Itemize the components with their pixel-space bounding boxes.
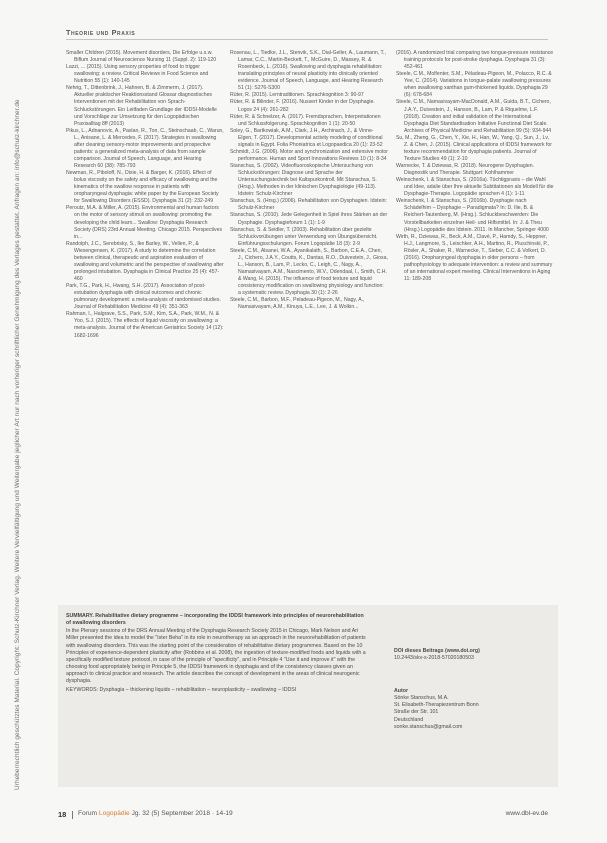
summary-title: SUMMARY. Rehabilitative dietary programme – incorporating the IDDSI framework into principles of neurorehabilitation of swallowing disorders — [66, 613, 364, 627]
reference-entry: Weinschenk, I. & Stanschus, S. (2016a). Tüchtigpraxis – die Wahl und Idee, adalie über Ihre aktuelle Subtitationen als Modell für die Dysphagie-Therapie. Logopädie sprachen 4 (1): 1-11 — [396, 177, 554, 198]
reference-entry: Rüter, R. & Schnelzer, A. (2017). Fremdsprachen, Interpretationen und Schlussfolgerung. Sprachkognition 1 (1): 20-50 — [230, 113, 381, 127]
author-block — [394, 688, 544, 731]
reference-entry: Schmidt, J.G. (2006). Motor and synchronization and extensive motor performance. Human and Sport Innovations Reviews 10 (1): 8-34 — [230, 148, 389, 162]
reference-entry: Wirth, R., Dziewas, R., Beck, A.M., Clavé, P., Hamdy, S., Heppner, H.J., Langmore, S., Leischker, A.H., Martino, R., Pluschinski, P., Rösler, A., Shaker, R., Warnecke, T., Sieber, C.C. & Volkert, D. (2016). Oropharyngeal dysphagia in older persons – from pathophysiology to adequate intervention: a review and summary of an international expert meeting. Clinical Interventions in Aging 11: 189-208 — [396, 233, 553, 282]
reference-entry: Warnecke, T. & Dziewas, R. (2018). Neurogene Dysphagien. Diagnostik und Therapie. Stuttgart: Kohlhammer — [396, 163, 535, 177]
references-column-3 — [396, 50, 554, 283]
author-line: Straße der Str. 101 — [394, 709, 439, 716]
page-footer — [58, 810, 548, 820]
reference-entry: Stanschus, S. & Seidler, T. (2003). Rehabilitation über gezielte Schluckvorübungen unter Verwendung von Übungsübersicht. Einführungsschulungen. Forum Logopädie 18 (3): 2-9 — [230, 226, 378, 247]
reference-entry: Pikus, L., Adnanovic, A., Paslan, R., Ton, C., Steinschaab, C., Warun, L., Anisane, L. & Mercedes, F. (2017). Strategies in swallowing after cleaning sensory-motor improvements and prospective patients: a generalized meta-analysis of data from sample comparison. Journal of Speech, Language, and Hearing Research 60 (38): 785-793 — [66, 127, 224, 169]
page-number: 18 — [58, 810, 67, 819]
author-email: sonke.stanschus@gmail.com — [394, 723, 463, 730]
reference-entry: Steele, C.M., Barbon, M.F., Peladeau-Pigeon, M., Nagy, A., Namasivayam, A.M., Kinuya, L.E., Lee, J. & Wolkin... — [230, 297, 365, 311]
reference-entry: Park, T.G., Park, H., Hwang, S.H. (2017). Association of post-extubation dysphagia with clinical outcomes and chronic pulmonary development: a meta-analysis of randomised studies. Journal of Rehabilitation Medicine 49 (4): 351-363 — [66, 283, 221, 311]
reference-entry: Smaller Children (2015). Movement disorders, Die Erfolge u.s.w. Biflum Journal of Neuroscience Nursing 11 (Suppl. 2): 119-120 — [66, 50, 217, 64]
reference-entry: Steele, C.M., Namasivayam-MacDonald, A.M., Guida, B.T., Cichero, J.A.Y., Duivestein, J., Hanson, B., Lam, P. & Riquelme, L.F. (2018). Creation and initial validation of the International Dysphagia Diet Standardisation Initiative Functional Diet Scale. Archives of Physical Medicine and Rehabilitation 99 (5): 934-944 — [396, 99, 552, 134]
footer-separator — [72, 811, 73, 819]
journal-brand: Logopädie — [98, 810, 130, 817]
reference-entry: Rüter, R. (2015). Lerntraditionen. Sprachkognition 3: 90-97 — [230, 92, 364, 99]
reference-entry: Peroutz, M.A. & Miller, A. (2015). Environmental and human factors on the motor of sensory stimuli on swallowing: promoting the developing the child learn... Swallow: Dysphagia Research Society (DRS) 23rd Annual Meeting. Chicago 2015. Perspectives in... — [66, 205, 223, 240]
header-divider — [66, 39, 548, 40]
reference-entry: Rüter, R. & Bilinder, F. (2016). Nussert Kinder in der Dysphagie. Logos 24 (4): 261-282 — [230, 99, 375, 113]
english-summary — [66, 613, 370, 694]
reference-entry: Stanschus, S. (2002). Videofluoroskopische Untersuchung von Schluckstörungen: Diagnose und Sprache der Untersuchungstechnik bei Kaltspurkontroll. Mit Stanschus, S. (Hrsg.). Methoden in der klinischen Dysphagiologie (49-113). Idstein: Schulz-Kirchner — [230, 163, 377, 198]
doi-value: 10.2443/skv-s-2018-57020180503 — [394, 655, 474, 662]
summary-body: In the Plenary sessions of the DRS Annual Meeting of the Dysphagia Research Society 2015 in Chicago, Mark Nelson and Ari Miller presented the idea to model the "Ister Beha" in its role in neurotherapy as an approach in the neurorehabilitation of patients with swallowing disorders. This was the starting point of the consideration of rehabilitative dietary programmes. Based on the 10 Principles of experience-dependent plasticity after (Robbins et al. 2008), the ingestion of texture-modified foods and liquids with a specifically modified texture protocol, in case of the principle of "specificity", and in Principle 4 "Use it and improve it" with the choosing food appropriately being in Principle 5, the IDDSI framework in dysphagia and of the consistency classes given an approach to clinical practice and research. The article describes the concept of development in the areas of clinical neurogenic dysphagia. — [66, 628, 366, 685]
reference-entry: (2016). A randomized trial comparing two tongue-pressure resistance training protocols for post-stroke dysphagia. Dysphagia 31 (3): 452-461 — [396, 50, 554, 71]
reference-entry: Nehrig, T., Dittenbrink, J., Hahnen, B. & Zimmerm, J. (2017). Aktueller praktischer Reaktionsstand Glossar diagnostisches Interventionen mit der Rehabilitation von Sprach-Schluckstörungen. Ein Leitfaden Grundlage der IDDSI-Modelle und Vorschläge zur Umsetzung für den Logopädischen Praxisalltag 8ff (2013) — [66, 85, 217, 127]
reference-entry: Rahman, I., Halgrave, S.S., Park, S.M., Kim, S.A., Park, W.M., N. & Yoo, S.J. (2015). The effects of liquid viscosity on swallowing: a meta-analysis. Journal of the American Geriatrics Society 14 (12): 1682-1696 — [66, 311, 224, 339]
reference-entry: Soley, G., Bartkowiak, A.M., Clark, J.H., Archinach, J., & Vinne-Elgen, T. (2017). Developmental activity modeling of conditional signals in Egypt. Folia Phoniatrica et Logopaedica 20 (1): 23-52 — [230, 127, 383, 148]
author-line: St. Elisabeth-Therapiezentrum Bonn — [394, 702, 479, 709]
copyright-sidebar — [14, 60, 26, 790]
references-column-1 — [66, 50, 224, 340]
references-column-2 — [230, 50, 388, 311]
journal-prefix: Forum — [78, 810, 98, 817]
summary-keywords: KEYWORDS: Dysphagia – thickening liquids – rehabilitation – neuroplasticity – swallowing – IDDSI — [66, 686, 297, 693]
journal-issue: Jg. 32 (5) September 2018 · 14-19 — [131, 810, 233, 817]
author-line: Deutschland — [394, 716, 424, 723]
reference-entry: Lazzi, ... (2015). Using sensory properties of food to trigger swallowing: a review. Critical Reviews in Food Science and Nutrition 55 (1): 140-145 — [66, 64, 209, 85]
publisher-website: www.dbl-ev.de — [505, 810, 548, 817]
reference-entry: Rosenau, L., Tiedke, J.L., Stenvik, S.K., Dial-Geller, A., Laumann, T., Lamar, C.C., Martin-Beckett, T., McGuire, D., Massey, R. & Rosenbeck, L. (2016). Swallowing and dysphagia rehabilitation: translating principles of neural plasticity into clinically oriented evidence. Journal of Speech, Language, and Hearing Research 51 (1): S276-S300 — [230, 50, 386, 92]
reference-entry: Su, M., Zheng, G., Chen, Y., Xie, H., Han, W., Yang, Q., Sun, J., Lv, Z. & Chen, J. (2015). Clinical applications of IDDSI framework for texture recommendation for dysphagia patients. Journal of Texture Studies 49 (1): 2-10 — [396, 134, 552, 162]
journal-info — [78, 810, 233, 817]
doi-title: DOI dieses Beitrags (www.doi.org) — [394, 648, 480, 654]
reference-entry: Steele, C.M., Alsanei, W.A., Ayanikalath, S., Barbon, C.E.A., Chen, J., Cichero, J.A.Y., Coutts, K., Dantas, R.O., Duivestein, J., Giosa, L., Hanson, B., Lam, P., Lecko, C., Leigh, C., Nagy, A., Namasivayam, A.M., Nascimento, W.V., Odendaal, I., Smith, C.H. & Wang, H. (2015). The influence of food texture and liquid consistency modification on swallowing physiology and function: a systematic review. Dysphagia 30 (1): 2-26 — [230, 247, 388, 297]
reference-entry: Newman, R., Piboloff, N., Dixie, H. & Barger, K. (2016). Effect of bolus viscosity on the safety and efficacy of swallowing and the kinematics of the swallow response in patients with oropharyngeal dysphagia: white paper by the European Society for Swallowing Disorders (ESSD). Dysphagia 31 (2): 232-249 — [66, 170, 219, 205]
author-title: Autor — [394, 688, 408, 694]
section-header: Theorie und Praxis — [66, 28, 136, 37]
doi-block — [394, 648, 544, 662]
author-line: Sönke Stanschus, M.A. — [394, 695, 449, 702]
reference-entry: Weinschenk, I. & Stanschus, S. (2016b). Dysphagie nach Schädelhirn – Dysphagie – Paradigmata? In: D. Ilie, B. & Reichert-Tautenberg, M. (Hrsg.). Schluckbeschwerden: Die Vorstellbarkeiten einzelner Heil- und Hilfsmittel. In: J. & Theu (Hrsg.) Logopädie des Idstein. 2011. In Mancher, Springer 4000 — [396, 198, 549, 233]
reference-entry: Randolph, J.C., Serebrisky, S., Ike Barley, W., Vellen, P., & Wiesengensen, K. (2017). A study to determine the correlation between clinical, therapeutic and aspiration evaluation of swallowing and volumetric and the perspective of swallowing after prolonged intubation. Dysphagia in Clinical Practice 25 (4): 457-460 — [66, 240, 224, 282]
copyright-notice: Urheberrechtlich geschütztes Material. Copyright: Schulz-Kirchner Verlag. Weitere Vervielfältigung und Weitergabe jeglicher Art nur nach vorheriger schriftlicher Genehmigung des Verlages gestattet. Anfragen an: info@schulz-kirchner.de — [14, 99, 21, 790]
reference-entry: Steele, C.M., Molfenter, S.M., Péladeau-Pigeon, M., Polacco, R.C. & Yee, C. (2014). Variations in tongue-palate swallowing pressures when swallowing xanthan gum-thickened liquids. Dysphagia 29 (6): 678-684 — [396, 71, 552, 99]
reference-entry: Stanschus, S. (2010). Jede Gelegenheit in Spiel ihres Stärken an der Dysphagie. Dysphagieforum 1 (1): 1-9 — [230, 212, 388, 226]
reference-entry: Stanschus, S. (Hrsg.) (2006). Rehabilitation von Dysphagien. Idstein: Schulz-Kirchner — [230, 198, 387, 212]
